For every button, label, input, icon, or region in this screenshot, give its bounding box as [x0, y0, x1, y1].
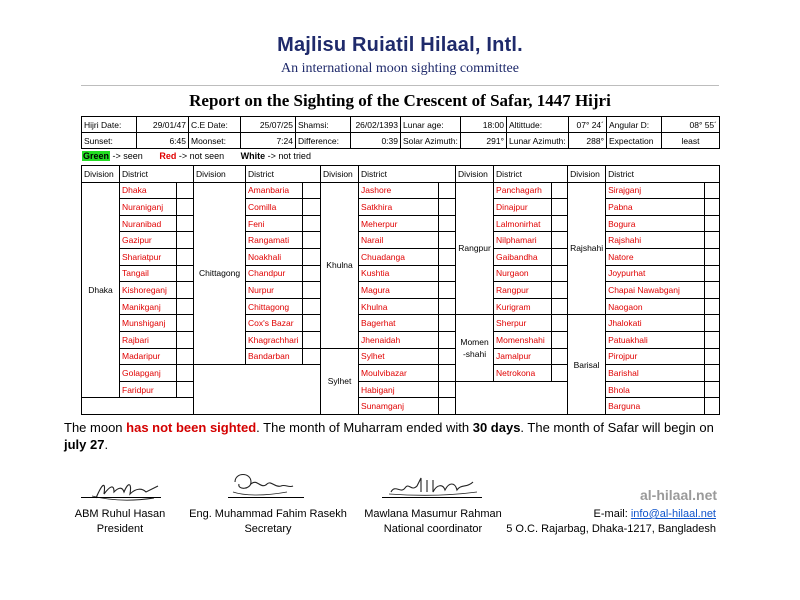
status-cell [552, 199, 568, 216]
division-cell: Rangpur [456, 182, 494, 315]
info-value: 07° 24´ [569, 117, 607, 133]
district-cell: Manikganj [120, 298, 177, 315]
status-cell [439, 182, 456, 199]
status-cell [439, 298, 456, 315]
info-value: least [662, 133, 720, 149]
grid-header-row [82, 166, 720, 183]
status-cell [705, 331, 720, 348]
district-cell: Naogaon [606, 298, 705, 315]
table-row [82, 365, 720, 382]
district-cell: Rajshahi [606, 232, 705, 249]
status-cell [439, 265, 456, 282]
district-header: District [120, 166, 194, 183]
status-cell [705, 232, 720, 249]
district-cell: Nuraniganj [120, 199, 177, 216]
district-cell: Netrokona [494, 365, 552, 382]
district-cell: Nuranibad [120, 215, 177, 232]
district-header: District [359, 166, 456, 183]
email-label: E-mail: [593, 508, 631, 520]
status-cell [177, 315, 194, 332]
division-cell: Sylhet [321, 348, 359, 414]
signer-role: Secretary [244, 523, 292, 535]
status-cell [177, 199, 194, 216]
signer-name: ABM Ruhul Hasan [74, 508, 166, 520]
signature-line [382, 497, 482, 498]
table-row [82, 315, 720, 332]
district-cell: Faridpur [120, 381, 177, 398]
status-cell [177, 182, 194, 199]
district-cell: Amanbaria [246, 182, 303, 199]
president-signature [88, 478, 163, 506]
district-cell: Satkhira [359, 199, 439, 216]
district-grid [81, 165, 720, 415]
info-value: 18:00 [461, 117, 507, 133]
district-cell: Sylhet [359, 348, 439, 365]
status-cell [439, 331, 456, 348]
district-header: District [606, 166, 720, 183]
sighting-info-table [81, 116, 720, 149]
status-cell [303, 315, 321, 332]
district-cell: Kurigram [494, 298, 552, 315]
status-cell [439, 199, 456, 216]
status-cell [705, 182, 720, 199]
district-cell: Khagrachhari [246, 331, 303, 348]
table-row [82, 282, 720, 299]
table-row [82, 199, 720, 216]
status-cell [705, 315, 720, 332]
district-cell: Lalmonirhat [494, 215, 552, 232]
signer-president [70, 507, 170, 537]
info-label: Hijri Date: [82, 117, 137, 133]
division-header: Division [194, 166, 246, 183]
info-value: 6:45 [137, 133, 189, 149]
district-cell: Nurpur [246, 282, 303, 299]
empty-cell [82, 398, 194, 415]
status-cell [552, 348, 568, 365]
district-cell: Barishal [606, 365, 705, 382]
status-cell [705, 282, 720, 299]
district-cell: Barguna [606, 398, 705, 415]
info-value: 288° [569, 133, 607, 149]
district-cell: Gaibandha [494, 248, 552, 265]
status-cell [177, 331, 194, 348]
status-cell [552, 365, 568, 382]
signer-coordinator [360, 507, 506, 537]
status-cell [439, 232, 456, 249]
signer-role: President [96, 523, 144, 535]
status-cell [439, 348, 456, 365]
district-cell: Pirojpur [606, 348, 705, 365]
status-cell [177, 348, 194, 365]
district-cell: Bagerhat [359, 315, 439, 332]
division-header: Division [321, 166, 359, 183]
district-cell: Rangamati [246, 232, 303, 249]
table-row [82, 182, 720, 199]
status-cell [177, 215, 194, 232]
signer-name: Eng. Muhammad Fahim Rasekh [189, 508, 347, 520]
district-cell: Bogura [606, 215, 705, 232]
info-value: 25/07/25 [241, 117, 296, 133]
signer-secretary [184, 507, 352, 537]
district-header: District [246, 166, 321, 183]
status-cell [303, 348, 321, 365]
info-label: Expectation [607, 133, 662, 149]
status-cell [177, 265, 194, 282]
district-cell: Sherpur [494, 315, 552, 332]
legend-white: White [240, 151, 266, 161]
website-label: al-hilaal.net [640, 487, 718, 503]
district-cell: Dinajpur [494, 199, 552, 216]
district-cell: Sunamganj [359, 398, 439, 415]
table-row [82, 348, 720, 365]
secretary-signature [225, 470, 295, 500]
district-cell: Rangpur [494, 282, 552, 299]
district-cell: Feni [246, 215, 303, 232]
info-value: 0:39 [351, 133, 401, 149]
district-cell: Chittagong [246, 298, 303, 315]
statement-part: . [104, 437, 109, 452]
status-cell [705, 215, 720, 232]
legend-green: Green [83, 151, 110, 161]
district-cell: Nurgaon [494, 265, 552, 282]
sighting-statement [64, 419, 724, 453]
district-cell: Golapganj [120, 365, 177, 382]
info-label: Lunar Azimuth: [507, 133, 569, 149]
empty-cell [194, 365, 321, 415]
legend-green-text: -> seen [112, 151, 143, 161]
district-cell: Patuakhali [606, 331, 705, 348]
district-cell: Meherpur [359, 215, 439, 232]
district-cell: Sirajganj [606, 182, 705, 199]
status-cell [439, 215, 456, 232]
status-cell [303, 199, 321, 216]
email-line [506, 507, 716, 522]
header-divider [81, 85, 719, 86]
district-cell: Bhola [606, 381, 705, 398]
info-label: Solar Azimuth: [401, 133, 461, 149]
district-cell: Shariatpur [120, 248, 177, 265]
status-cell [177, 232, 194, 249]
email-link[interactable]: info@al-hilaal.net [630, 508, 716, 520]
division-cell: Barisal [568, 315, 606, 415]
statement-part: . The month of Muharram ended with [256, 420, 473, 435]
status-cell [177, 381, 194, 398]
status-cell [439, 398, 456, 415]
status-cell [705, 365, 720, 382]
statement-result: has not been sighted [126, 420, 257, 435]
statement-part: . The month of Safar will begin on [520, 420, 714, 435]
legend-white-text: -> not tried [267, 151, 311, 161]
info-value: 291° [461, 133, 507, 149]
status-cell [705, 398, 720, 415]
status-cell [303, 298, 321, 315]
org-subtitle: An international moon sighting committee [281, 61, 519, 76]
division-cell: Dhaka [82, 182, 120, 398]
empty-cell [456, 381, 568, 414]
status-cell [439, 282, 456, 299]
district-cell: Chuadanga [359, 248, 439, 265]
division-header: Division [568, 166, 606, 183]
district-cell: Narail [359, 232, 439, 249]
statement-date: july 27 [64, 437, 105, 452]
status-cell [552, 331, 568, 348]
signer-name: Mawlana Masumur Rahman [364, 508, 502, 520]
status-cell [439, 381, 456, 398]
division-header: Division [456, 166, 494, 183]
color-legend [82, 151, 311, 161]
district-cell: Rajbari [120, 331, 177, 348]
district-cell: Comilla [246, 199, 303, 216]
district-cell: Kushtia [359, 265, 439, 282]
district-cell: Pabna [606, 199, 705, 216]
district-cell: Chapai Nawabganj [606, 282, 705, 299]
status-cell [552, 265, 568, 282]
contact-block [506, 507, 716, 537]
status-cell [705, 348, 720, 365]
status-cell [705, 248, 720, 265]
address: 5 O.C. Rajarbag, Dhaka-1217, Bangladesh [506, 523, 716, 535]
info-label: C.E Date: [189, 117, 241, 133]
status-cell [552, 298, 568, 315]
status-cell [439, 315, 456, 332]
signature-line [81, 497, 161, 498]
district-cell: Moulvibazar [359, 365, 439, 382]
info-value: 7:24 [241, 133, 296, 149]
status-cell [303, 248, 321, 265]
table-row [82, 232, 720, 249]
status-cell [303, 215, 321, 232]
district-cell: Gazipur [120, 232, 177, 249]
district-cell: Magura [359, 282, 439, 299]
division-cell: Khulna [321, 182, 359, 348]
district-cell: Munshiganj [120, 315, 177, 332]
info-label: Moonset: [189, 133, 241, 149]
status-cell [303, 182, 321, 199]
table-row [82, 381, 720, 398]
status-cell [705, 298, 720, 315]
legend-red-text: -> not seen [178, 151, 225, 161]
status-cell [303, 232, 321, 249]
status-cell [177, 248, 194, 265]
table-row [82, 298, 720, 315]
division-cell: Chittagong [194, 182, 246, 365]
district-cell: Madaripur [120, 348, 177, 365]
district-header: District [494, 166, 568, 183]
status-cell [439, 365, 456, 382]
legend-red: Red [159, 151, 177, 161]
district-cell: Natore [606, 248, 705, 265]
district-cell: Nilphamari [494, 232, 552, 249]
division-cell: Rajshahi [568, 182, 606, 315]
info-row [82, 117, 720, 133]
district-cell: Dhaka [120, 182, 177, 199]
statement-part: The moon [64, 420, 127, 435]
status-cell [177, 365, 194, 382]
status-cell [552, 232, 568, 249]
status-cell [705, 265, 720, 282]
signer-role: National coordinator [383, 523, 483, 535]
district-cell: Kishoreganj [120, 282, 177, 299]
table-row [82, 331, 720, 348]
district-cell: Momenshahi [494, 331, 552, 348]
status-cell [705, 381, 720, 398]
status-cell [177, 282, 194, 299]
district-cell: Panchagarh [494, 182, 552, 199]
status-cell [303, 282, 321, 299]
statement-days: 30 days [472, 420, 521, 435]
district-cell: Bandarban [246, 348, 303, 365]
division-header: Division [82, 166, 120, 183]
district-cell: Cox's Bazar [246, 315, 303, 332]
district-cell: Joypurhat [606, 265, 705, 282]
org-title: Majlisu Ruiatil Hilaal, Intl. [277, 34, 523, 56]
status-cell [705, 199, 720, 216]
info-label: Difference: [296, 133, 351, 149]
division-cell: Momen -shahi [456, 315, 494, 381]
table-row [82, 215, 720, 232]
info-label: Shamsi: [296, 117, 351, 133]
info-label: Angular D: [607, 117, 662, 133]
report-title: Report on the Sighting of the Crescent of Safar, 1447 Hijri [189, 91, 611, 110]
info-value: 29/01/47 [137, 117, 189, 133]
district-cell: Noakhali [246, 248, 303, 265]
district-cell: Khulna [359, 298, 439, 315]
table-row [82, 398, 720, 415]
table-row [82, 265, 720, 282]
status-cell [439, 248, 456, 265]
table-row [82, 248, 720, 265]
status-cell [552, 315, 568, 332]
status-cell [552, 248, 568, 265]
district-cell: Habiganj [359, 381, 439, 398]
signature-line [228, 497, 304, 498]
district-cell: Tangail [120, 265, 177, 282]
district-cell: Jhenaidah [359, 331, 439, 348]
status-cell [552, 182, 568, 199]
status-cell [303, 265, 321, 282]
status-cell [552, 282, 568, 299]
info-label: Altittude: [507, 117, 569, 133]
district-cell: Jashore [359, 182, 439, 199]
district-cell: Jhalokati [606, 315, 705, 332]
info-label: Lunar age: [401, 117, 461, 133]
info-value: 26/02/1393 [351, 117, 401, 133]
info-row [82, 133, 720, 149]
info-label: Sunset: [82, 133, 137, 149]
status-cell [552, 215, 568, 232]
status-cell [303, 331, 321, 348]
info-value: 08° 55´ [662, 117, 720, 133]
district-cell: Chandpur [246, 265, 303, 282]
district-cell: Jamalpur [494, 348, 552, 365]
status-cell [177, 298, 194, 315]
